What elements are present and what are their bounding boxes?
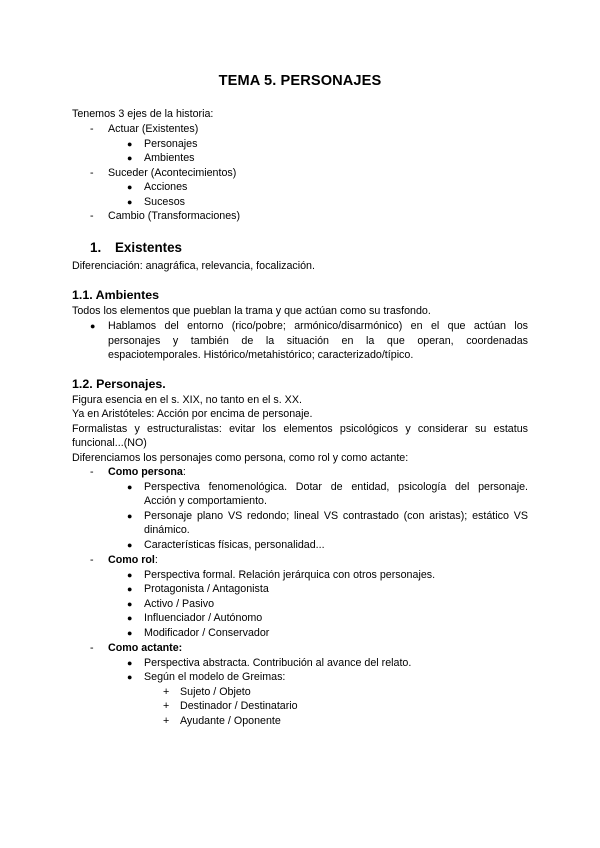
paragraph-line: Personaje plano VS redondo; lineal VS contrastado (con aristas); estático VS [144, 510, 528, 522]
label-suffix: : [182, 466, 186, 478]
section-heading-text: Existentes [115, 240, 182, 255]
section-number: 1. [90, 240, 102, 255]
paragraph: Figura esencia en el s. XIX, no tanto en el s. XX. [72, 394, 302, 406]
paragraph-line: Hablamos del entorno (rico/pobre; armónico/disarmónico) en el que actúan los [108, 320, 528, 332]
list-item-label: Activo / Pasivo [144, 598, 215, 610]
list-item-label: Características físicas, personalidad... [144, 539, 325, 551]
bullet-icon: ● [127, 511, 133, 521]
bullet-icon: ● [127, 658, 133, 668]
dash-marker: - [90, 554, 94, 566]
bullet-icon: ● [127, 613, 133, 623]
bullet-icon: ● [127, 540, 133, 550]
paragraph-line: Formalistas y estructuralistas: evitar los elementos psicológicos y considerar su estatus [72, 423, 528, 435]
dash-marker: - [90, 210, 94, 222]
bullet-icon: ● [127, 570, 133, 580]
paragraph: Ya en Aristóteles: Acción por encima de personaje. [72, 408, 313, 420]
paragraph-line: personajes y también de la situación en la que operan, coordenadas [108, 335, 528, 347]
bullet-icon: ● [90, 321, 96, 331]
section-text: Todos los elementos que pueblan la trama y que actúan como su trasfondo. [72, 305, 431, 317]
paragraph: Diferenciamos los personajes como persona, como rol y como actante: [72, 452, 409, 464]
dash-marker: - [90, 167, 94, 179]
section-heading-personajes: 1.2. Personajes. [72, 377, 166, 391]
section-heading-existentes [72, 241, 528, 256]
list-item-label: Acciones [144, 181, 188, 193]
paragraph-line: Perspectiva fenomenológica. Dotar de entidad, psicología del personaje. [144, 481, 528, 493]
list-item-label: Ambientes [144, 152, 195, 164]
bullet-icon: ● [127, 482, 133, 492]
list-item-label: Destinador / Destinatario [180, 700, 298, 712]
list-item-label: Como rol [108, 554, 155, 566]
plus-marker: + [163, 715, 170, 727]
list-item-label: Como persona [108, 466, 183, 478]
bullet-icon: ● [127, 599, 133, 609]
bullet-icon: ● [127, 672, 133, 682]
dash-marker: - [90, 123, 94, 135]
plus-marker: + [163, 700, 170, 712]
paragraph-line: espaciotemporales. Histórico/metahistórico; caracterizado/típico. [108, 349, 414, 361]
list-item-label: Perspectiva formal. Relación jerárquica con otros personajes. [144, 569, 436, 581]
list-item-label: Modificador / Conservador [144, 627, 270, 639]
bullet-icon: ● [127, 197, 133, 207]
paragraph-line: dinámico. [144, 524, 190, 536]
list-item-label: Influenciador / Autónomo [144, 612, 263, 624]
paragraph-line: Acción y comportamiento. [144, 495, 267, 507]
list-item-label: Suceder (Acontecimientos) [108, 167, 237, 179]
paragraph-line: funcional...(NO) [72, 437, 147, 449]
list-item-label: Actuar (Existentes) [108, 123, 199, 135]
bullet-icon: ● [127, 153, 133, 163]
bullet-icon: ● [127, 182, 133, 192]
page-title: TEMA 5. PERSONAJES [218, 73, 382, 89]
label-suffix: : [154, 554, 158, 566]
plus-marker: + [163, 686, 170, 698]
dash-marker: - [90, 642, 94, 654]
dash-marker: - [90, 466, 94, 478]
bullet-icon: ● [127, 628, 133, 638]
list-item-label: Sucesos [144, 196, 185, 208]
bullet-icon: ● [127, 584, 133, 594]
list-item-label: Ayudante / Oponente [180, 715, 281, 727]
list-item-label: Según el modelo de Greimas: [144, 671, 286, 683]
list-item-label: Sujeto / Objeto [180, 686, 251, 698]
list-item-label: Protagonista / Antagonista [144, 583, 269, 595]
list-item-label: Cambio (Transformaciones) [108, 210, 241, 222]
intro-lead: Tenemos 3 ejes de la historia: [72, 108, 214, 120]
list-item-label: Como actante: [108, 642, 183, 654]
list-item-label: Perspectiva abstracta. Contribución al avance del relato. [144, 657, 412, 669]
bullet-icon: ● [127, 139, 133, 149]
section-heading-ambientes: 1.1. Ambientes [72, 288, 159, 302]
list-item-label: Personajes [144, 138, 198, 150]
section-text: Diferenciación: anagráfica, relevancia, focalización. [72, 260, 315, 272]
